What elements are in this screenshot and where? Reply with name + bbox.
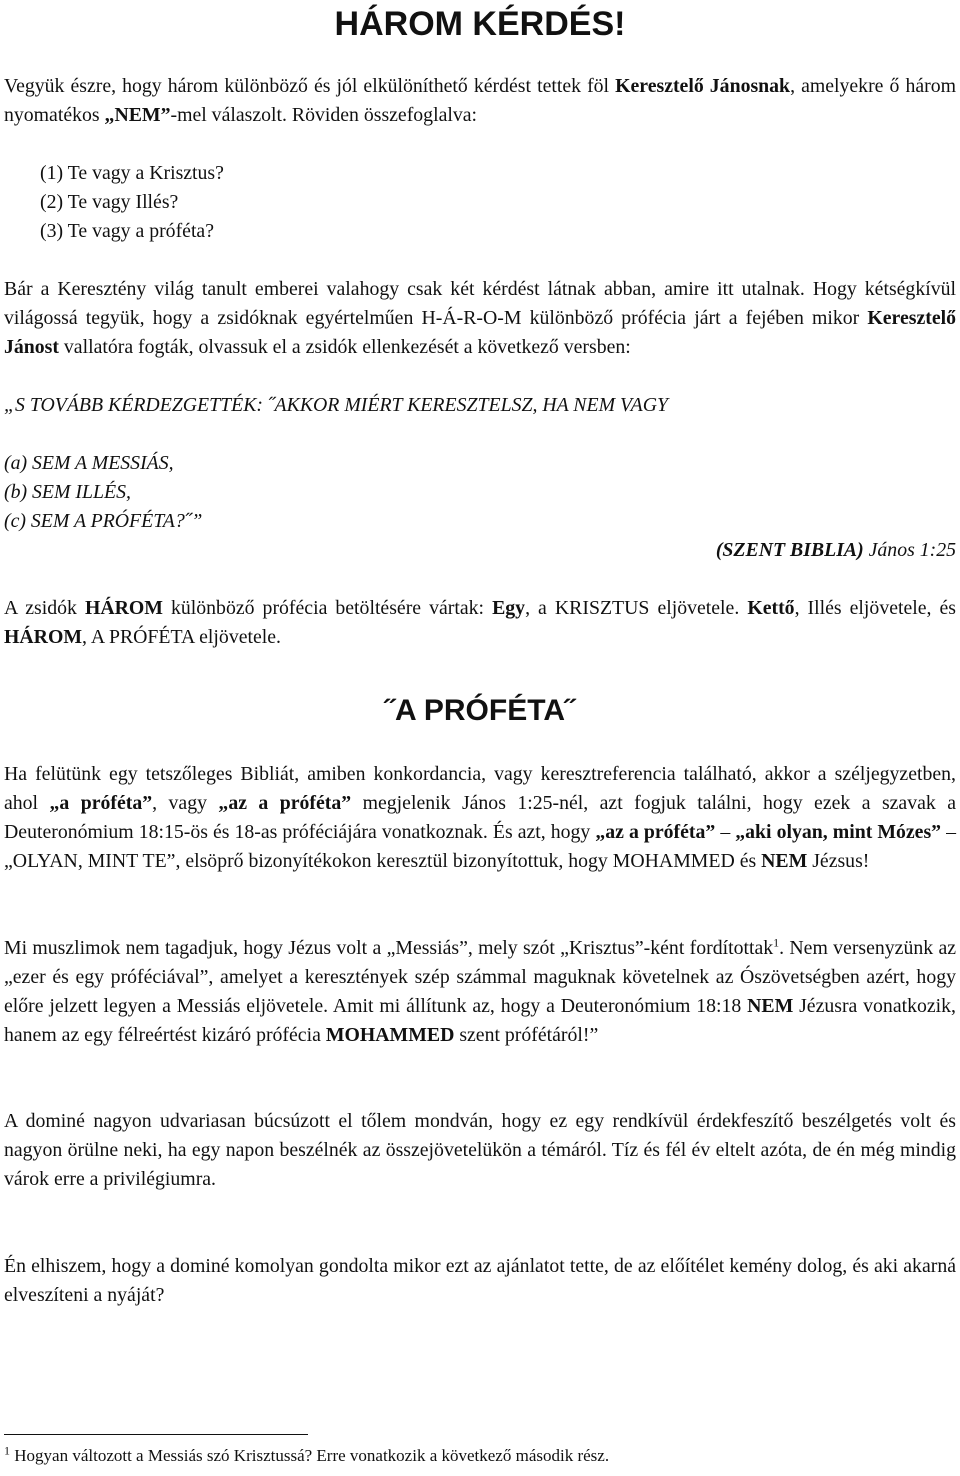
text-run: Mi muszlimok nem tagadjuk, hogy Jézus volt a „Messiás”, mely szót „Krisztus”-ként fordítottak (4, 937, 774, 959)
bold-run: „a próféta” (49, 792, 153, 814)
text-run: , amelyekre ő három nyomatékos (4, 75, 957, 126)
footnote-divider (4, 1434, 308, 1435)
text-run: – (715, 821, 736, 843)
footnote-ref: 1 (773, 935, 780, 950)
text-run: Jézusra vonatkozik, hanem az egy félreértést kizáró prófécia (4, 995, 956, 1046)
bold-run: „az a próféta” (595, 821, 716, 843)
text-run: -mel válaszolt. Röviden összefoglalva: (170, 104, 478, 126)
section-heading: ˝A PRÓFÉTA˝ (385, 694, 575, 727)
quote-item: (c) SEM A PRÓFÉTA?˝” (4, 510, 203, 532)
text-run: megjelenik János 1:25-nél, azt fogjuk találni, hogy ezek a szavak a Deuteronómium 18:15-ös és 18-as próféciájára vonatkoznak. És azt, hogy (4, 792, 956, 843)
text-run: Vegyük észre, hogy három különböző és jól elkülöníthető kérdést tettek föl (4, 75, 616, 97)
body-paragraph (4, 934, 956, 1050)
footnote-number: 1 (4, 1443, 10, 1458)
quote-line: „S TOVÁBB KÉRDEZGETTÉK: ˝AKKOR MIÉRT KERESZTELSZ, HA NEM VAGY (4, 394, 668, 416)
text-run: . Nem versenyzünk az „ezer és egy próféciával”, amelyet a keresztények szép számmal maguknak követelnek az Ószövetségben azért, hogy előre jelzett legyen a Messiás eljövetele. Amit mi állítunk az, hogy a Deuteronómium 18:18 (4, 937, 957, 1017)
text-run: Bár a Keresztény világ tanult emberei valahogy csak két kérdést látnak abban, amire itt utalnak. Hogy kétségkívül világossá tegyük, hogy a zsidóknak egyértelműen H-Á-R-O-M különböző prófécia járt a fejében mikor (4, 278, 956, 329)
citation-source: (SZENT BIBLIA) (715, 539, 864, 561)
question-item: (3) Te vagy a próféta? (40, 220, 214, 242)
bold-run: NEM (747, 995, 794, 1017)
bold-run: „az a próféta” (218, 792, 352, 814)
text-run: Jézsus! (807, 850, 870, 872)
body-paragraph: A dominé nagyon udvariasan búcsúzott el tőlem mondván, hogy ez egy rendkívül érdekfeszítő beszélgetés volt és nagyon örülne neki, ha egy napon beszélnék az összejövetelükön a témáról. Tíz és fél év eltelt azóta, de én még mindig várok erre a privilégiumra. (4, 1110, 956, 1190)
text-run: , vagy (152, 792, 219, 814)
text-run: szent prófétáról!” (454, 1024, 599, 1046)
bold-run: Egy (492, 597, 526, 619)
text-run: , A PRÓFÉTA eljövetele. (82, 626, 281, 648)
footnote (4, 1444, 609, 1468)
text-run: A zsidók (4, 597, 85, 619)
text-run: , a KRISZTUS eljövetele. (525, 597, 748, 619)
quote-item: (a) SEM A MESSIÁS, (4, 452, 174, 474)
text-run: , Illés eljövetele, és (794, 597, 957, 619)
body-paragraph (4, 760, 956, 876)
bold-run: „aki olyan, mint Mózes” (735, 821, 942, 843)
bold-run: HÁROM (4, 626, 83, 648)
text-run: különböző prófécia betöltésére vártak: (162, 597, 493, 619)
footnote-text: Hogyan változott a Messiás szó Krisztussá? Erre vonatkozik a következő második rész. (10, 1446, 610, 1465)
bold-run: Keresztelő Jánost (4, 307, 956, 358)
bold-run: Kettő (747, 597, 795, 619)
quote-item: (b) SEM ILLÉS, (4, 481, 131, 503)
question-item: (2) Te vagy Illés? (40, 191, 179, 213)
bold-run: HÁROM (84, 597, 163, 619)
body-paragraph (4, 594, 956, 652)
citation-reference: János 1:25 (863, 539, 956, 561)
text-run: Ha felütünk egy tetszőleges Bibliát, amiben konkordancia, vagy keresztreferencia található, akkor a széljegyzetben, ahol (4, 763, 956, 814)
bible-citation (716, 536, 956, 565)
intro-paragraph (4, 72, 956, 130)
bold-run: NEM (761, 850, 808, 872)
bold-run: MOHAMMED (325, 1024, 455, 1046)
text-run: vallatóra fogták, olvassuk el a zsidók ellenkezését a következő versben: (58, 336, 631, 358)
bold-run: „NEM” (104, 104, 171, 126)
bold-run: Keresztelő Jánosnak (615, 75, 791, 97)
question-item: (1) Te vagy a Krisztus? (40, 162, 224, 184)
body-paragraph (4, 275, 956, 362)
body-paragraph: Én elhiszem, hogy a dominé komolyan gondolta mikor ezt az ajánlatot tette, de az előítélet kemény dolog, és aki akarná elveszíteni a nyáját? (4, 1255, 956, 1306)
page-title: HÁROM KÉRDÉS! (334, 5, 626, 43)
text-run: – „OLYAN, MINT TE”, elsöprő bizonyítékokon keresztül bizonyítottuk, hogy MOHAMMED és (4, 821, 956, 872)
